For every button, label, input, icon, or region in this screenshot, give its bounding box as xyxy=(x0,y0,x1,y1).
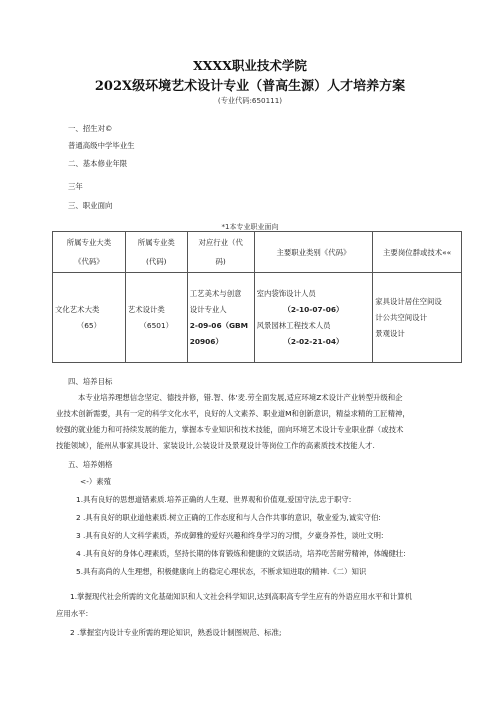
section-body-duration: 三年 xyxy=(68,182,83,191)
table-caption: *1本专业职业面向 xyxy=(221,223,279,231)
quality-item: 2 .具有良好的职业道他素质.树立正确的工作态度和与人合作共事的意识，敬业爱为,诚实守伯: xyxy=(76,513,381,522)
subheading-quality: <-）素殖 xyxy=(80,477,112,486)
goal-paragraph: 本专业培养理想信念坚定、德技并修，错.智、体'麦.劳全面发展,适应环境Z术设计产业转型升级和企 业技术创新需要，具有一定的科学文化水平，良好的人文素养、职业道M和创新意识，精益求精的工匠精神， 较强的就业能力和可持续发展的能力，掌握本专业知识和技术技能，面向环境艺术设计专业职业群（或技术 技能领域），能州从事家具设计、家装设计,公装设计及景观设计等岗位工作的高素质技术技能人才. xyxy=(56,393,410,450)
career-table xyxy=(52,231,462,363)
section-heading-career: 三、职业面向 xyxy=(68,201,113,210)
knowledge-item-cont: 应用水平: xyxy=(56,609,89,618)
header-cell: 主要职业类别《代码》 xyxy=(254,232,373,273)
section-heading-goal: 四、培养目标 xyxy=(68,377,113,386)
section-heading-enrollment: 一、招生对© xyxy=(68,124,113,133)
table-cell: 艺术设计类 （6501） xyxy=(125,273,187,363)
header-cell: 所属专业类 (代码) xyxy=(125,232,187,273)
table-cell: 室内袋饰设计人员 （2-10-07-06） 风景园林工程技术人员 （2-02-21-04） xyxy=(254,273,373,363)
section-heading-spec: 五、培养娟格 xyxy=(68,460,113,469)
knowledge-item: 1.掌握现代社会所需的文化基础知识和人文社会科学知识,达到高职高专学生应有的外语应用水平和计算机 xyxy=(70,592,412,601)
knowledge-item: 2 .掌握室内设计专业所需的理论知识，熟悉设计制图规范、标准; xyxy=(70,628,282,637)
table-cell: 文化艺术大类 （65） xyxy=(53,273,126,363)
table-header-row xyxy=(53,232,462,273)
quality-item: 5.具有高尚的人生理想，积极健康向上的稳定心理状态，不断求知进取的精神.《二）知识 xyxy=(76,567,367,576)
table-cell: 家具设计居住空间设 计公共空间设计 景观设计 xyxy=(373,273,462,363)
quality-item: 4 .具有良好的身体心理素质，坚持长期的体育锻炼和健康的文娱活动，培养吃苦耐劳精神，体魄健壮: xyxy=(76,549,406,558)
program-code: (专业代码:650111) xyxy=(217,96,283,105)
program-title: 202X级环境艺术设计专业（普高生源）人才培养方案 xyxy=(94,79,406,94)
header-cell: 对应行业（代 码) xyxy=(187,232,254,273)
school-title: XXXX职业技术学院 xyxy=(193,58,307,73)
table-row xyxy=(53,273,462,363)
section-heading-duration: 二、基本修业年限 xyxy=(68,159,128,168)
quality-item: 1.具有良好的思想道错素质.培养正确的人生观、世界观和价值观,爱国守法,忠于职守: xyxy=(76,495,352,504)
table-cell: 工艺美术与创意 设计专业人 2-09-06（GBM 20906） xyxy=(187,273,254,363)
header-cell: 主要岗位群或技术«« xyxy=(373,232,462,273)
header-cell: 所属专业大类 《代码》 xyxy=(53,232,126,273)
quality-item: 3 .具有良好的人文科学素质，养成御雅的爱好兴趣和终身学习的习惯，夕豪身养性，谈吐文明: xyxy=(76,531,384,540)
section-body-enrollment: 普通高级中学毕业生 xyxy=(68,141,135,150)
